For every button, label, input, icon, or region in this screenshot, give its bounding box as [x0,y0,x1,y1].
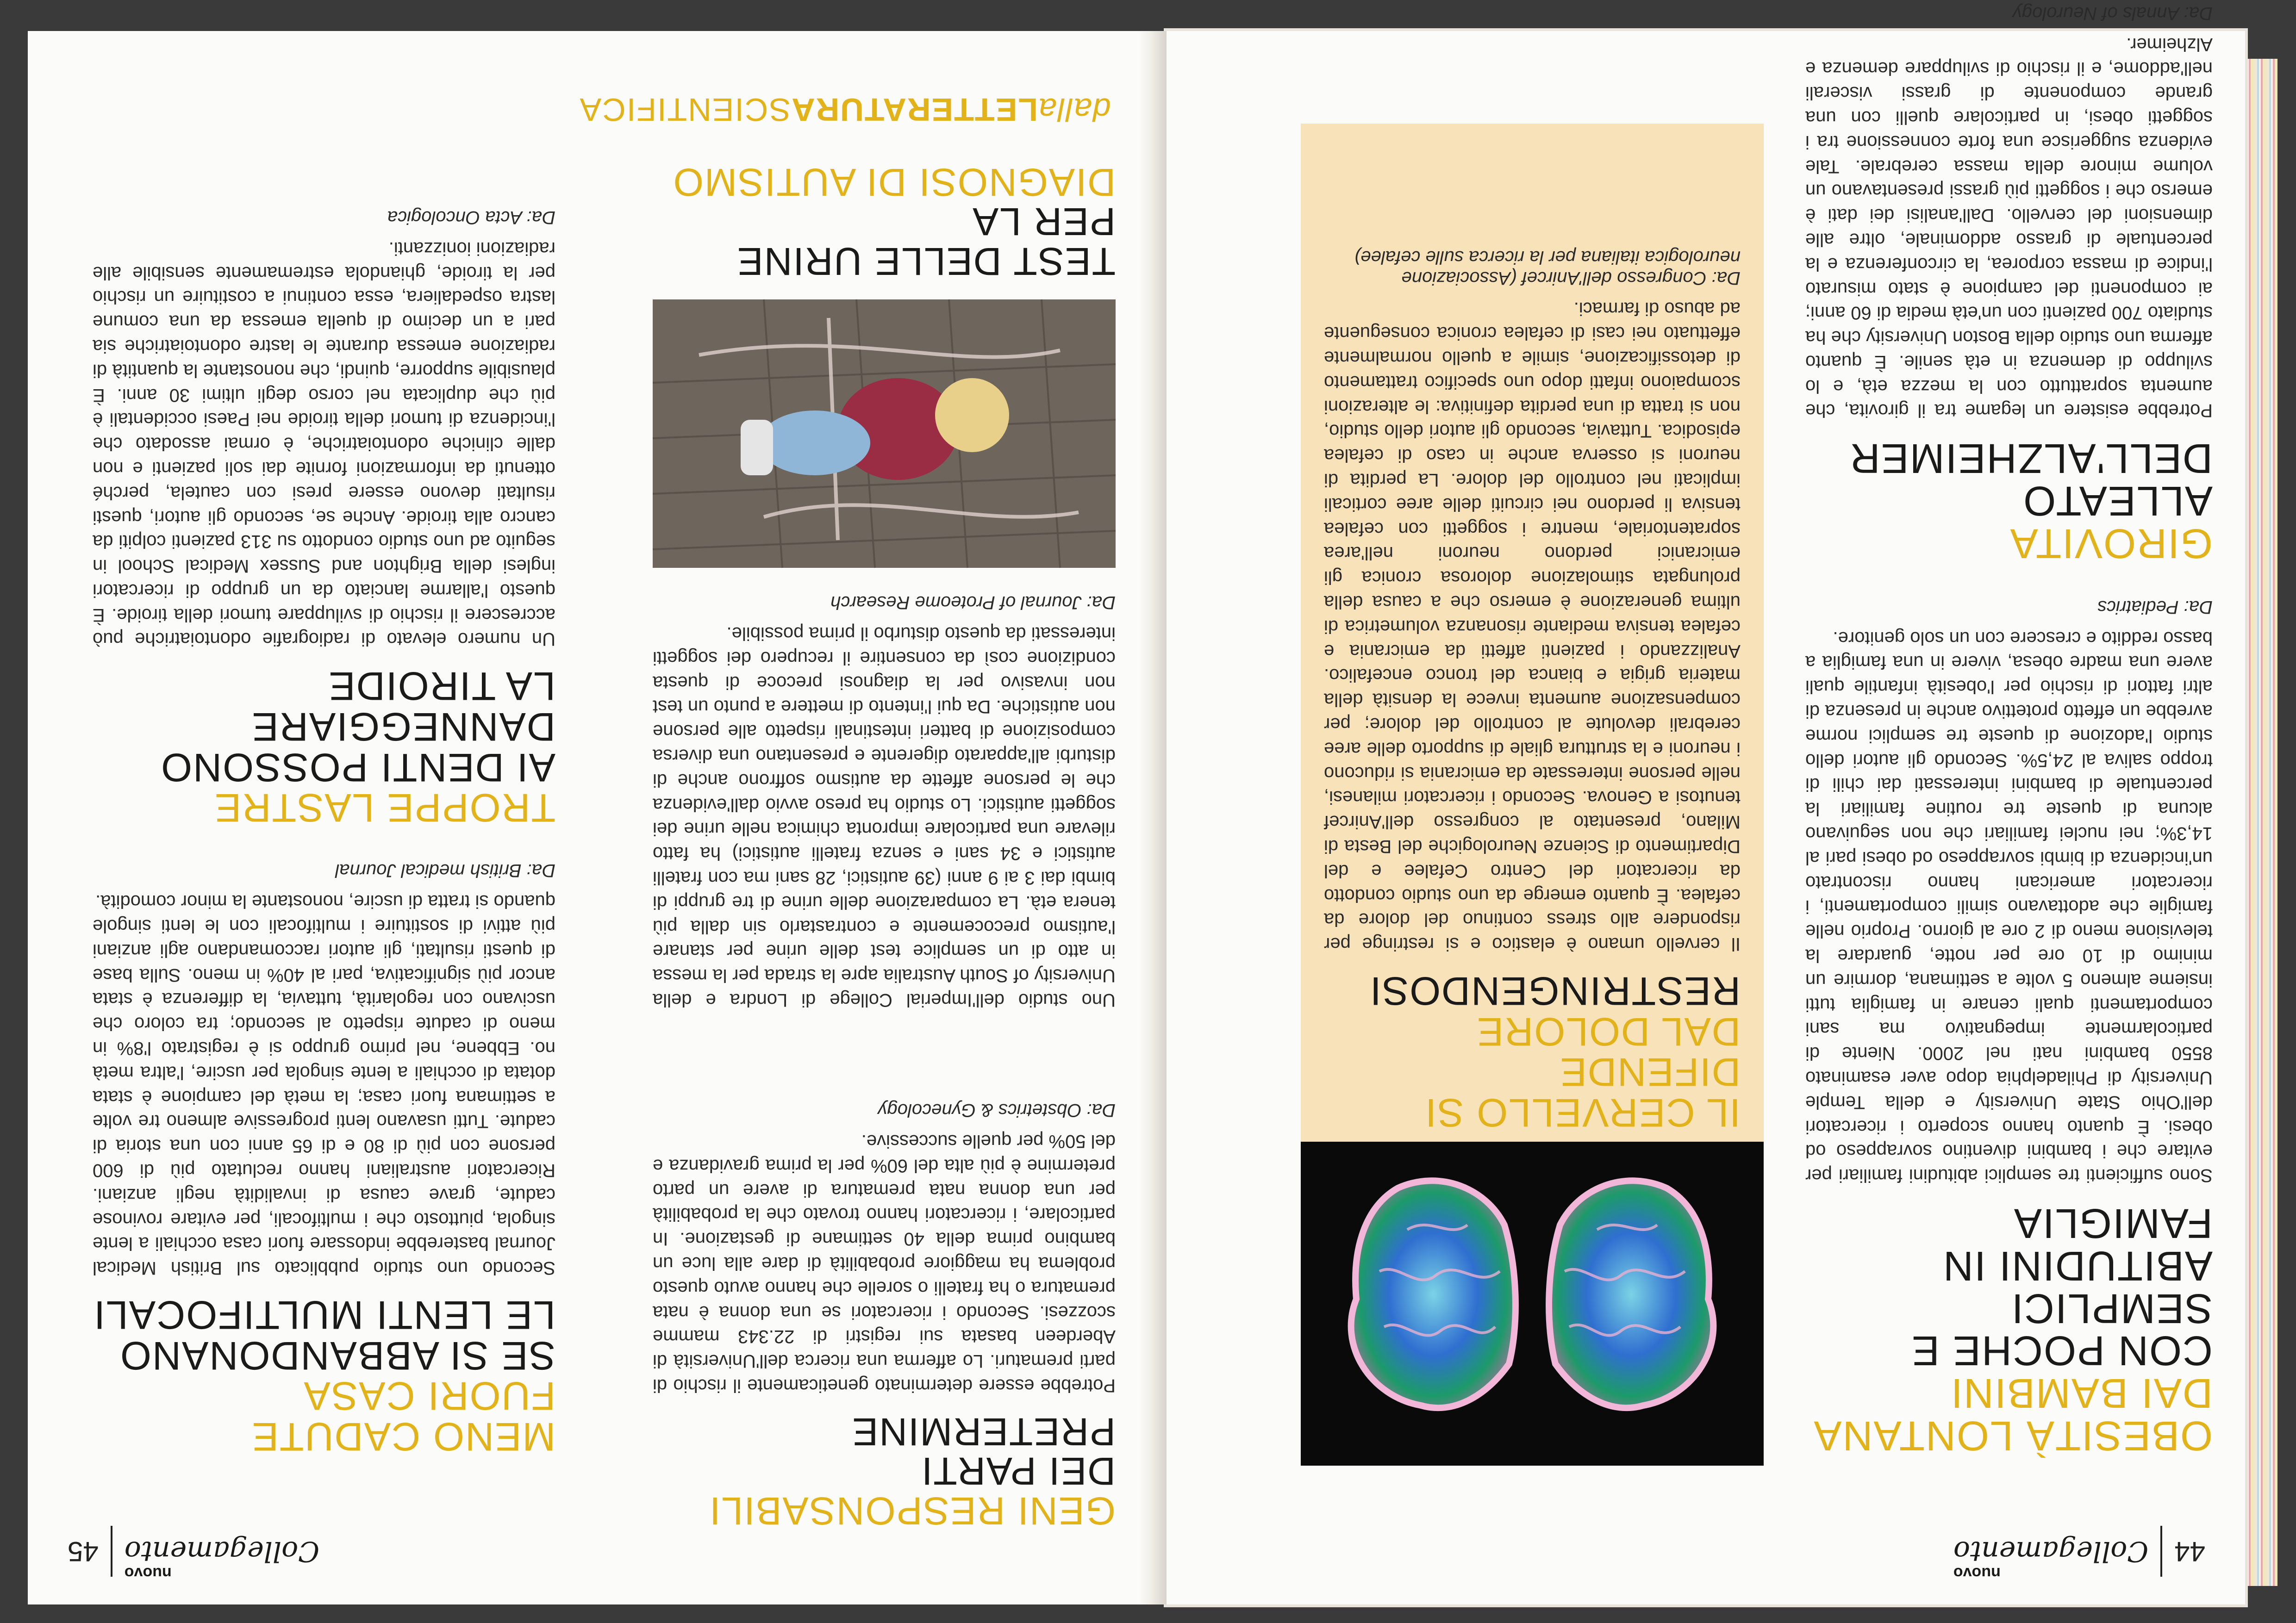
article-title [653,162,1116,281]
logo-main-text: Collegamento [1953,1535,2149,1567]
brain-scan-image [1301,1142,1764,1466]
logo-small-text: nuovo [124,1564,172,1582]
article-title [93,665,555,828]
spread-gutter [1139,31,1167,1604]
title-black-line: ALLEATO DELL'ALZHEIMER [1849,435,2213,524]
section-title [579,91,1111,128]
title-black-line: DANNEGGIARE [251,704,555,749]
title-yellow-line: DAL DOLORE [1476,1009,1741,1054]
page-45-column-a [653,1067,1116,1533]
title-yellow-line: IL CERVELLO SI DIFENDE [1424,1050,1741,1135]
title-yellow-line: FUORI CASA [303,1374,555,1418]
child-drawing-chalk-photo [653,299,1116,568]
box-content [1324,247,1741,1135]
article-girovita [1805,3,2213,564]
article-source: Da: Journal of Proteome Research [830,592,1116,613]
article-lenti [93,860,555,1459]
article-source: Da: Acta Oncologica [387,207,555,228]
title-yellow-line: GIROVITA [2009,520,2213,566]
logo-small-text: nuovo [1953,1564,2001,1582]
title-yellow-line: DAI BAMBINI [1950,1370,2213,1417]
child-head [935,378,1009,452]
page-number: 44 [2160,1526,2217,1577]
article-source: Da: Pediatrics [2097,597,2213,617]
article-source: Da: Annals of Neurology [2012,3,2213,24]
title-black-line: SE SI ABBANDONANO [119,1333,555,1378]
page-45-header [56,1526,320,1582]
magazine-logo [1953,1535,2149,1582]
page-45 [28,31,1139,1604]
title-black-line: TEST DELLE URINE PER LA [736,200,1116,283]
child-photo-graphic [653,299,1116,568]
page-44-column [1805,0,2213,1459]
box-title [1324,968,1741,1135]
brain-scan-graphic [1301,1142,1764,1466]
section-prefix: dalla [1038,92,1111,128]
page-number: 45 [56,1526,112,1577]
title-black-line: RESTRINGENDOSI [1369,968,1741,1013]
title-black-line: CON POCHE E SEMPLICI [1910,1285,2213,1374]
highlight-box-cervello [1301,124,1764,1466]
page-45-column-b [653,560,1116,1012]
title-yellow-line: OBESITÀ LONTANA [1813,1412,2213,1459]
child-jeans [759,410,870,475]
page-45-column-right [93,174,555,1459]
page-44-header [1953,1526,2217,1582]
title-yellow-line: GENI RESPONSABILI [709,1489,1116,1533]
article-source: Da: Obstetrics & Gynecology [878,1100,1116,1121]
brain-hemisphere-left [1549,1181,1713,1408]
title-yellow-line: TROPPE LASTRE [213,785,555,830]
article-lastre [93,207,555,830]
article-urine-text [653,592,1116,1012]
title-black-line: DEI PARTI PRETERMINE [851,1410,1116,1493]
page-44 [1167,3,2245,1604]
title-black-line: LA TIROIDE [328,664,555,709]
box-source: Da: Congresso dell'Anircef (Associazione neurologica italiana per la ricerca sulle cefalee) [1354,247,1741,288]
article-obesita [1805,597,2213,1459]
title-yellow-line: DIAGNOSI DI AUTISMO [672,160,1116,204]
page-edge-stack [2245,59,2277,1586]
title-yellow-line: MENO CADUTE [251,1414,555,1459]
article-geni [653,1100,1116,1533]
article-title [93,1292,555,1459]
title-black-line: LE LENTI MULTIFOCALI [93,1292,555,1337]
box-body: Il cervello umano è elastico e si restringe per rispondere allo stress continuo del dolore da cefalea. È quanto emerge da uno studio condotto da ricercatori del Centro Cefalee e del Dipartimento di Scienze Neurologiche del Besta di Milano, presentato al congresso dell'Anircef tenutosi a Genova. Secondo i ricercatori milanesi, nelle persone interessate da emicrania si riducono i neuroni e la struttura gliale di supporto delle aree cerebrali devolute al controllo del dolore; per compensazione aumenta invece la densità della materia grigia e bianca del tronco encefalico. Analizzando i pazienti affetti da emicrania e cefalea tensiva mediante risonanza volumetrica di ultima generazione è emerso che a causa della prolungata stimolazione dolorosa cronica gli emicranici perdono neuroni nell'area sopratentoriale, mentre i soggetti con cefalea tensiva li perdono nei circuiti delle aree corticali implicati nel controllo del dolore. La perdita di neuroni si osserva anche in caso di cefalea episodica. Tuttavia, secondo gli autori dello studio, non si tratta di una perdita definitiva: le alterazioni scompaiono infatti dopo uno specifico trattamento di detossificazione, simile a quello normalmente effettuato nei casi di cefalea cronica conseguente ad abuso di farmaci. [1324,298,1741,955]
article-urine-title-block [653,148,1116,281]
article-body: Potrebbe esistere un legame tra il girovita, che aumenta soprattutto con la mezza età, e lo sviluppo di demenza in età senile. È quanto afferma uno studio della Boston University che ha studiato 700 pazienti con un'età media di 60 anni; ai componenti del campione è stato misurato l'indice di massa corporea, la circonferenza e la percentuale di grasso addominale, oltre alle dimensioni del cervello. Dall'analisi dei dati è emerso che i soggetti più grassi presentavano un volume minore della massa cerebrale. Tale evidenza suggerisce una forte connessione tra i soggetti obesi, in particolare quelli con una grande componente di grassi viscerali nell'addome, e il rischio di sviluppare demenza e Alzheimer. [1805,34,2213,421]
article-body: Sono sufficienti tre semplici abitudini familiari per evitare che i bambini diventino sovrappeso od obesi. È quanto hanno scoperto i ricercatori dell'Ohio State University e della Temple University di Philadelphia dopo aver esaminato 8550 bambini nati nel 2000. Niente di particolarmente impegnativo ma sani comportamenti quali cenare in famiglia tutti insieme almeno 5 volte a settimana, dormire un minimo di 10 ore per notte, guardare la televisione meno di 2 ore al giorno. Proprio nelle famiglie che adottavano simili comportamenti, i ricercatori americani hanno riscontrato un'incidenza di bimbi sovrappeso od obesi pari al 14,3%; nei nuclei familiari che non seguivano alcuna di queste tre routine familiari la percentuale di bambini interessati dai chili di troppo saliva al 24,5%. Secondo gli autori dello studio l'adozione di queste tre semplici norme avrebbe un effetto protettivo anche in presenza di altri fattori di rischio per l'obesità infantile quali avere una madre obesa, vivere in una famiglia a basso reddito e crescere con un solo genitore. [1805,628,2213,1186]
article-body: Potrebbe essere determinato geneticamente il rischio di parti prematuri. Lo afferma una ricerca dell'Università di Aberdeen basata sui registri di 22.343 mamme scozzesi. Secondo i ricercatori se una donna è nata prematura o ha fratelli o sorelle che hanno avuto questo problema ha maggiore probabilità di dare alla luce un bambino prima della 40 settimane di gestazione. In particolare, i ricercatori hanno trovato che la probabilità per una donna nata prematura di avere un parto pretermine è più alta del 60% per la prima gravidanza e del 50% per quelle successive. [653,1131,1116,1396]
article-title [1805,437,2213,564]
section-suffix: SCIENTIFICA [579,92,791,128]
article-body: Un numero elevato di radiografie odontoiatriche può accrescere il rischio di sviluppare tumori della tiroide. È questo l'allarme lanciato da un gruppo di ricercatori inglesi della Brighton and Sussex Medical School in seguito ad uno studio condotto su 313 pazienti colpiti da cancro alla tiroide. Anche se, secondo gli autori, questi risultati devono essere presi con cautela, perché ottenuti da informazioni fornite dai soli pazienti e non dalle cliniche odontoiatriche, è ormai assodato che l'incidenza di tumori della tiroide nei Paesi occidentali è più che duplicata nel corso degli ultimi 30 anni. È plausibile supporre, quindi, che nonostante la quantità di radiazione emessa durante le lastre odontoiatriche sia pari a un decimo di quella emessa da una comune lastra ospedaliera, essa continui a costituire un rischio per la tiroide, ghiandola estremamente sensibile alle radiazioni ionizzanti. [93,238,555,650]
article-body: Secondo uno studio pubblicato sul British Medical Journal basterebbe indossare fuori casa occhiali a lente singola, piuttosto che i multifocali, per evitare rovinose cadute, grave causa di invalidità negli anziani. Ricercatori australiani hanno reclutato più di 600 persone con più di 80 e di 65 anni con una storia di cadute. Tutti usavano lenti progressive almeno tre volte a settimana fuori casa; la metà del campione è stata dotata di occhiali a lente singola per uscire, l'altra metà no. Ebbene, nel primo gruppo si è registrato l'8% in meno di cadute rispetto al secondo; tra coloro che uscivano con regolarità, tuttavia, la differenza è stata ancor più significativa, pari al 40% in meno. Sulla base di questi risultati, gli autori raccomandano agli anziani più attivi di sostituire i multifocali con le lenti singole quando si tratta di uscire, nonostante la minor comodità. [93,891,555,1279]
article-source: Da: British medical Journal [335,860,555,881]
brain-hemisphere-right [1351,1181,1516,1408]
article-title [1805,1200,2213,1459]
section-bold: LETTERATURA [791,92,1038,128]
title-black-line: AI DENTI POSSONO [160,745,555,790]
title-black-line: ABITUDINI IN FAMIGLIA [1942,1200,2213,1289]
article-title [653,1410,1116,1533]
article-body: Uno studio dell'Imperial College di Londra e della University of South Australia apre la strada per la messa in atto di un semplice test delle urine per stanare l'autismo precocemente e contrastarlo sin dalla più tenera età. La comparazione delle urine di tre gruppi di bimbi dai 3 ai 9 anni (39 autistici, 28 sani ma con fratelli autistici e 34 sani e senza fratelli autistici) ha fatto rilevare una particolare impronta chimica nelle urine dei soggetti autistici. Lo studio ha preso avvio dall'evidenza che le persone affette da autismo soffrono anche di disturbi all'apparato digerente e presentano una diversa composizione di batteri intestinali rispetto alle persone non autistiche. Da qui l'intento di mettere a punto un test non invasivo per la diagnosi precoce di questa condizione così da consentire il recupero dei soggetti interessati da questo disturbo il prima possibile. [653,623,1116,1010]
magazine-logo [124,1535,320,1582]
logo-main-text: Collegamento [124,1535,320,1567]
